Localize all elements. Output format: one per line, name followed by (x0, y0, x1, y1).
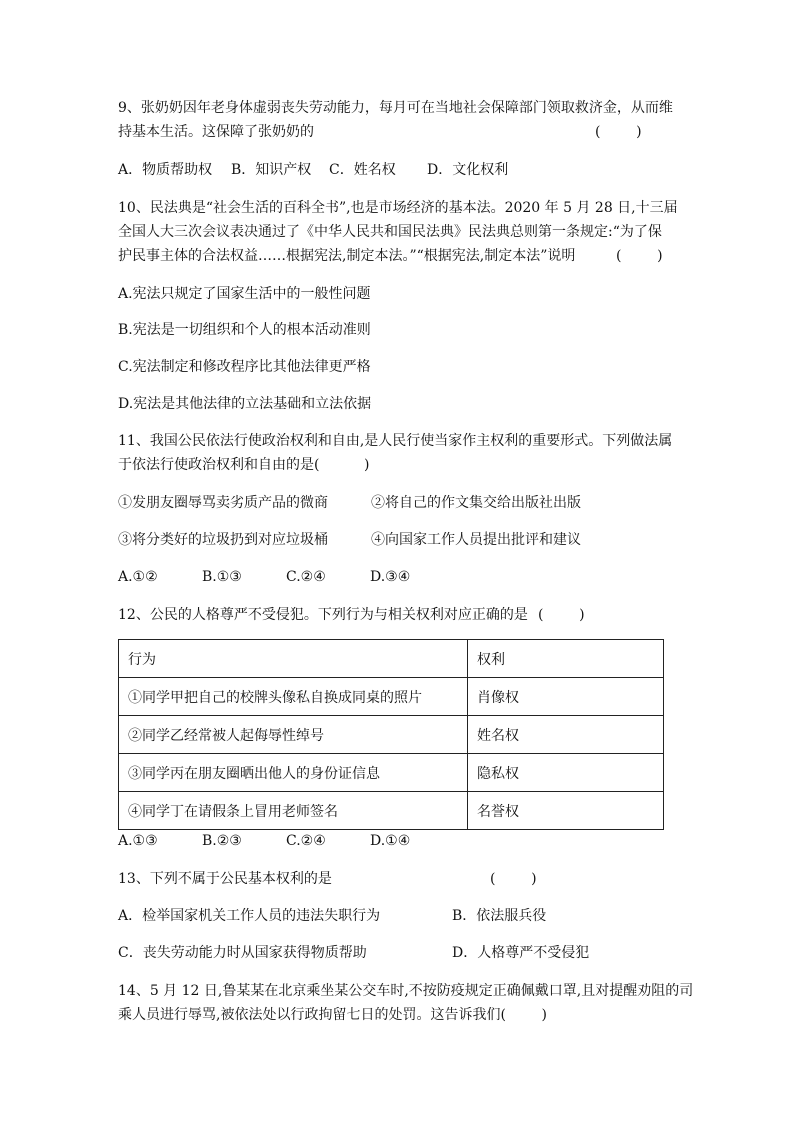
table-cell-right: 肖像权 (468, 678, 664, 716)
table-row (119, 754, 664, 792)
q12-answer-paren: ( ) (538, 607, 585, 623)
q12-option-d: D.①④ (370, 833, 411, 849)
q9-stem-line2: 持基本生活。这保障了张奶奶的 (118, 124, 314, 140)
q9-option-a: A．物质帮助权 (118, 162, 213, 178)
q11-item-4: ④向国家工作人员提出批评和建议 (371, 532, 581, 548)
q10-stem-line1: 10、民法典是“社会生活的百科全书”,也是市场经济的基本法。2020 年 5 月 28 日,十三届 (118, 200, 678, 216)
table-header-right: 权利 (468, 640, 664, 678)
table-cell-right: 姓名权 (468, 716, 664, 754)
table-cell-right: 名誉权 (468, 792, 664, 830)
q10-option-a: A.宪法只规定了国家生活中的一般性问题 (118, 286, 371, 302)
q10-answer-paren: ( ) (616, 248, 663, 264)
table-cell-behavior: ②同学乙经常被人起侮辱性绰号 (119, 716, 468, 754)
rights-table (118, 639, 664, 830)
q11-option-c: C.②④ (286, 569, 326, 585)
q13-answer-paren: ( ) (490, 871, 537, 887)
q10-stem-line3: 护民事主体的合法权益……根据宪法,制定本法。”“根据宪法,制定本法”说明 (118, 248, 576, 264)
q11-stem-line1: 11、我国公民依法行使政治权利和自由,是人民行使当家作主权利的重要形式。下列做法属 (118, 433, 673, 449)
table-row (119, 716, 664, 754)
q9-option-c: C．姓名权 (329, 162, 396, 178)
q12-option-b: B.②③ (202, 833, 242, 849)
q12-option-c: C.②④ (286, 833, 326, 849)
table-cell-right: 隐私权 (468, 754, 664, 792)
table-cell-behavior: ③同学丙在朋友圈晒出他人的身份证信息 (119, 754, 468, 792)
q13-option-a: A．检举国家机关工作人员的违法失职行为 (118, 908, 381, 924)
table-cell-behavior: ①同学甲把自己的校牌头像私自换成同桌的照片 (119, 678, 468, 716)
q11-stem-line2: 于依法行使政治权利和自由的是( ) (118, 457, 370, 473)
q11-option-d: D.③④ (370, 569, 411, 585)
q9-option-d: D．文化权利 (427, 162, 509, 178)
q10-option-c: C.宪法制定和修改程序比其他法律更严格 (118, 359, 371, 375)
table-row (119, 678, 664, 716)
q10-option-b: B.宪法是一切组织和个人的根本活动准则 (118, 322, 371, 338)
q12-stem-line1: 12、公民的人格尊严不受侵犯。下列行为与相关权利对应正确的是 (118, 607, 528, 623)
q10-stem-line2: 全国人大三次会议表决通过了《中华人民共和国民法典》民法典总则第一条规定:“为了保 (118, 224, 662, 240)
q14-stem-line1: 14、5 月 12 日,鲁某某在北京乘坐某公交车时,不按防疫规定正确佩戴口罩,且对提醒劝阻的司 (118, 983, 694, 999)
q11-item-2: ②将自己的作文集交给出版社出版 (371, 495, 581, 511)
table-cell-behavior: ④同学丁在请假条上冒用老师签名 (119, 792, 468, 830)
table-header-row (119, 640, 664, 678)
q13-option-d: D．人格尊严不受侵犯 (452, 945, 590, 961)
q11-option-a: A.①② (118, 569, 158, 585)
q11-item-1: ①发朋友圈辱骂卖劣质产品的微商 (118, 495, 328, 511)
q14-stem-line2: 乘人员进行辱骂,被依法处以行政拘留七日的处罚。这告诉我们( ) (118, 1007, 547, 1023)
q9-answer-paren: ( ) (595, 124, 642, 140)
q11-option-b: B.①③ (202, 569, 242, 585)
q13-option-c: C．丧失劳动能力时从国家获得物质帮助 (118, 945, 367, 961)
q13-option-b: B．依法服兵役 (452, 908, 547, 924)
q12-option-a: A.①③ (118, 833, 158, 849)
table-header-behavior: 行为 (119, 640, 468, 678)
q13-stem-line1: 13、下列不属于公民基本权利的是 (118, 871, 332, 887)
q9-option-b: B．知识产权 (231, 162, 312, 178)
q9-stem-line1: 9、张奶奶因年老身体虚弱丧失劳动能力，每月可在当地社会保障部门领取救济金，从而维 (118, 100, 673, 116)
q10-option-d: D.宪法是其他法律的立法基础和立法依据 (118, 396, 372, 412)
table-row (119, 792, 664, 830)
q11-item-3: ③将分类好的垃圾扔到对应垃圾桶 (118, 532, 328, 548)
